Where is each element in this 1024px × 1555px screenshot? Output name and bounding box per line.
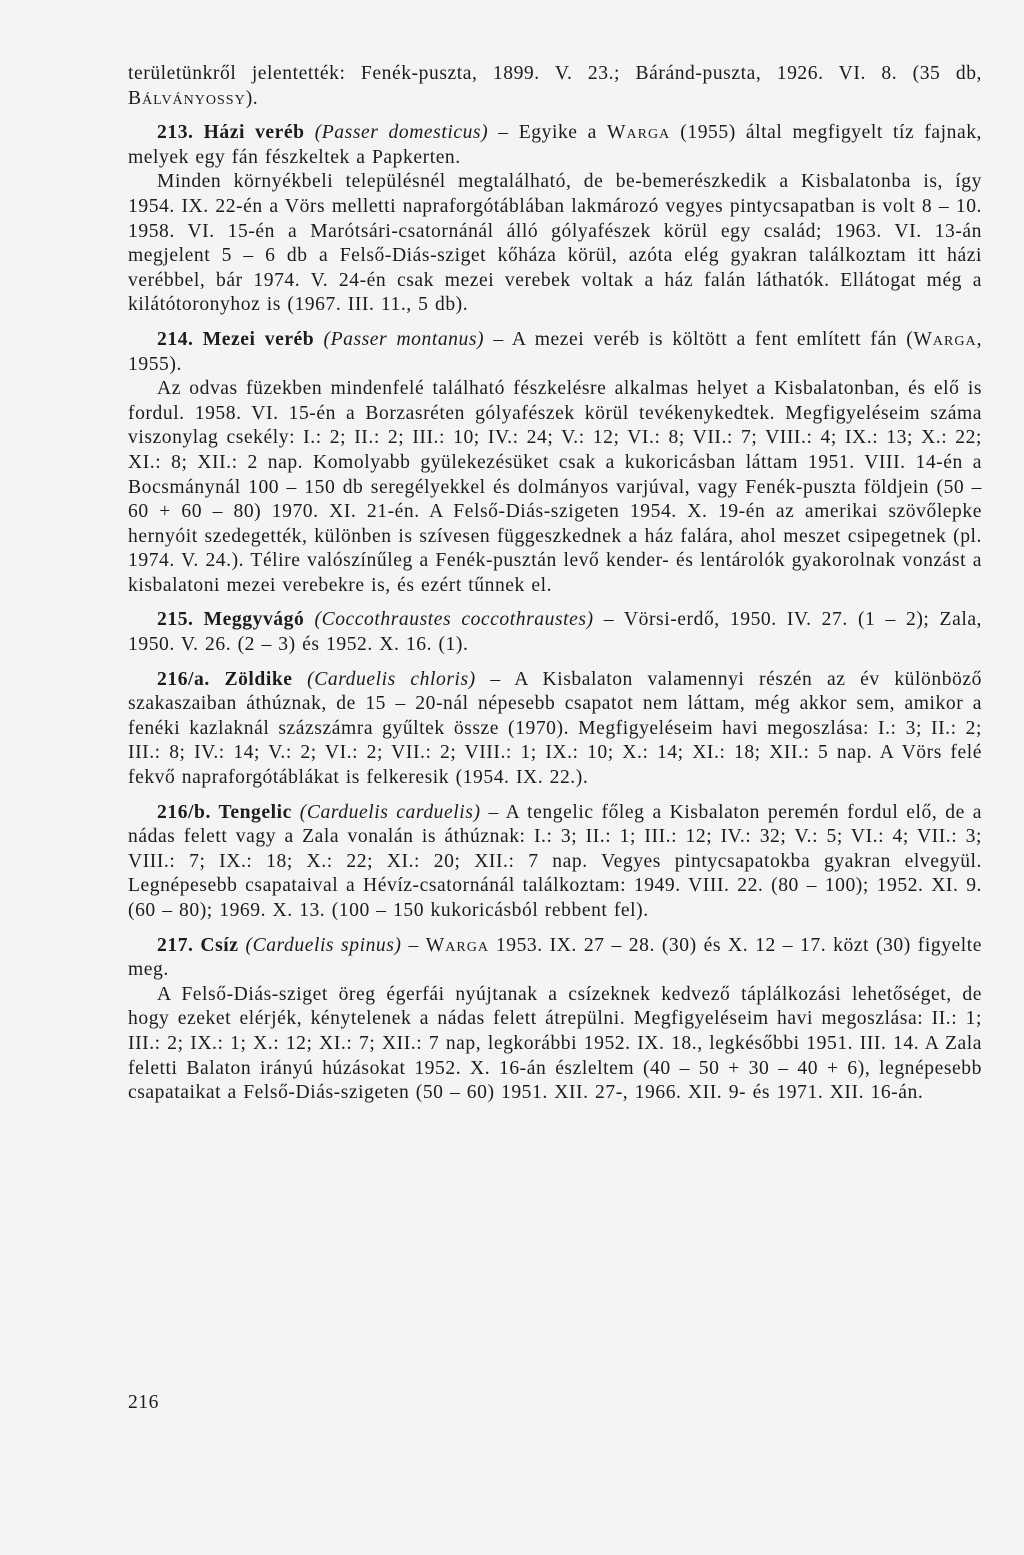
scientific-name: (Carduelis carduelis)	[299, 801, 481, 823]
text-run	[305, 122, 315, 143]
text-run	[314, 329, 323, 350]
species-heading: 216/a. Zöldike	[157, 668, 293, 690]
author-name: Bálványossy	[128, 87, 246, 109]
text-run: – A tengelic főleg a Kisbalaton peremén fordul elő, de a nádas felett vagy a Zala vonalán is áthúznak: I.: 3; II.: 1; III.: 12; IV.: 32; V.: 5; VI.: 4; VII.: 3; VIII.: 7; IX.: 18; X.: 22; XI.: 20; XII.: 7 nap. Vegyes pintycsapatokba gyakran elvegyül. Legnépesebb csapataival a Hévíz-csatornánál találkoztam: 1949. VIII. 22. (80 – 100); 1952. XI. 9. (60 – 80); 1969. X. 13. (100 – 150 kukoricásból rebbent fel).	[128, 801, 982, 921]
text-run	[304, 609, 314, 630]
text-run: , 1955).	[128, 328, 983, 375]
author-name: Warga	[607, 122, 671, 144]
paragraph	[128, 668, 982, 791]
scientific-name: (Carduelis chloris)	[307, 668, 476, 690]
paragraph	[128, 608, 982, 657]
text-run: (1955) által megfigyelt tíz fajnak, melyek egy fán fészkeltek a Papkerten.	[128, 122, 983, 168]
species-heading: 214. Mezei veréb	[157, 328, 315, 350]
paragraph	[128, 328, 982, 377]
paragraph	[128, 170, 982, 318]
paragraph	[128, 934, 982, 983]
author-name: Warga	[425, 934, 489, 956]
species-heading: 215. Meggyvágó	[157, 609, 305, 631]
text-run	[292, 802, 300, 823]
text-run	[239, 935, 246, 956]
text-run: ).	[245, 87, 259, 109]
species-heading: 217. Csíz	[157, 934, 239, 956]
author-name: Warga	[913, 328, 977, 350]
paragraph	[128, 121, 982, 170]
text-run: A Felső-Diás-sziget öreg égerfái nyújtanak a csízeknek kedvező táplálkozási lehetőséget, de hogy ezeket elérjék, kénytelenek a nádas felett átrepülni. Megfigyeléseim havi megoszlása: II.: 1; III.: 2; IX.: 1; X.: 12; XI.: 7; XII.: 7 nap, legkorábbi 1952. IX. 18., legkésőbbi 1951. III. 14. A Zala feletti Balaton irányú húzásokat 1952. X. 16-án észleltem (40 – 50 + 30 – 40 + 6), legnépesebb csapataikat a Felső-Diás-szigeten (50 – 60) 1951. XII. 27-, 1966. XII. 9- és 1971. XII. 16-án.	[128, 983, 982, 1104]
scientific-name: (Passer montanus)	[323, 328, 485, 350]
text-run: Az odvas füzekben mindenfelé található fészkelésre alkalmas helyet a Kisbalatonban, és elő is fordul. 1958. VI. 15-én a Borzasréten gólyafészek körül tevékenykedtek. Megfigyeléseim száma viszonylag csekély: I.: 2; II.: 2; III.: 10; IV.: 24; V.: 12; VI.: 8; VII.: 7; VIII.: 4; IX.: 13; X.: 22; XI.: 8; XII.: 2 nap. Komolyabb gyülekezésüket csak a kukoricásban láttam 1951. VIII. 14-én a Bocsmánynál 100 – 150 db seregélyekkel és dolmányos varjúval, vagy Fenék-puszta földjein (50 – 60 + 60 – 80) 1970. XI. 21-én. A Felső-Diás-szigeten 1954. X. 19-én az amerikai szövőlepke hernyóit szedegették, különben is szívesen függeszkednek a ház falára, ahol meszet csipegetnek (pl. 1974. V. 24.). Télire valószínűleg a Fenék-pusztán levő kender- és lentárolók gyakorolnak vonzást a kisbalatoni mezei verebekre is, és ezért tűnnek el.	[128, 378, 982, 596]
text-run	[293, 669, 308, 690]
text-run: területünkről jelentették: Fenék-puszta, 1899. V. 23.; Báránd-puszta, 1926. VI. 8. (35 db,	[128, 63, 982, 84]
text-run: Minden környékbeli településnél megtalálható, de be-bemerészkedik a Kisbalatonba is, így 1954. IX. 22-én a Vörs melletti napraforgótáblában lakmározó vegyes pintycsapatban is volt 8 – 10. 1958. VI. 15-én a Marótsári-csatornánál álló gólyafészek körül egy család; 1963. VI. 13-án megjelent 5 – 6 db a Felső-Diás-sziget kőháza körül, azóta elég gyakran találkoztam itt házi verébbel, bár 1974. V. 24-én csak mezei verebek voltak a ház falán láthatók. Ellátogat még a kilátótoronyhoz is (1967. III. 11., 5 db).	[128, 171, 982, 316]
text-run: 1953. IX. 27 – 28. (30) és X. 12 – 17. közt (30) figyelte meg.	[128, 934, 983, 981]
scientific-name: (Passer domesticus)	[314, 122, 489, 144]
species-heading: 216/b. Tengelic	[157, 801, 292, 823]
text-run: – A mezei veréb is költött a fent említett fán (	[484, 328, 914, 350]
scientific-name: (Carduelis spinus)	[245, 934, 402, 956]
scientific-name: (Coccothraustes coccothraustes)	[314, 609, 594, 631]
text-run: –	[401, 934, 426, 956]
paragraph	[128, 983, 982, 1106]
text-run: – A Kisbalaton valamennyi részén az év különböző szakaszaiban áthúznak, de 15 – 20-nál népesebb csapatot nem láttam, még akkor sem, amikor a fenéki kazlaknál százszámra gyűltek össze (1970). Megfigyeléseim havi megoszlása: I.: 3; II.: 2; III.: 8; IV.: 14; V.: 2; VI.: 2; VII.: 2; VIII.: 1; IX.: 10; X.: 14; XI.: 18; XII.: 5 nap. A Vörs felé fekvő napraforgótáblákat is felkeresik (1954. IX. 22.).	[128, 668, 982, 789]
text-run: – Vörsi-erdő, 1950. IV. 27. (1 – 2); Zala, 1950. V. 26. (2 – 3) és 1952. X. 16. (1).	[128, 609, 983, 656]
page-number: 216	[128, 1392, 159, 1413]
paragraph	[128, 62, 982, 111]
body-text	[128, 62, 982, 1106]
paragraph	[128, 377, 982, 598]
text-run: – Egyike a	[488, 122, 607, 144]
paragraph	[128, 801, 982, 924]
species-heading: 213. Házi veréb	[157, 122, 305, 144]
